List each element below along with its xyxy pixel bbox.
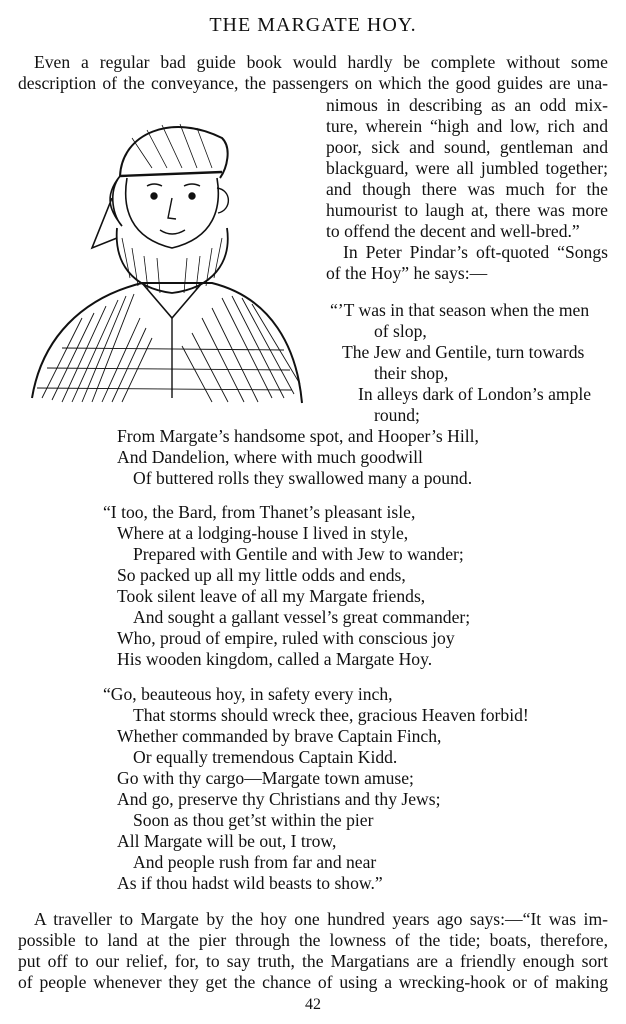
- verse-line: Go with thy cargo—Margate town amuse;: [117, 768, 414, 788]
- verse-line: Soon as thou get’st within the pier: [133, 810, 374, 830]
- body-line: ture, wherein “high and low, rich and: [326, 116, 608, 136]
- body-line: possible to land at the pier through the lowness of the tide; boats, therefore,: [18, 930, 608, 950]
- verse-line: His wooden kingdom, called a Margate Hoy.: [117, 649, 433, 669]
- verse-line: “’T was in that season when the men: [330, 300, 590, 320]
- verse-line: And sought a gallant vessel’s great commander;: [133, 607, 471, 627]
- verse-line: round;: [374, 405, 420, 425]
- verse-line: Where at a lodging-house I lived in style,: [117, 523, 409, 543]
- body-line: to offend the decent and well-bred.”: [326, 221, 580, 241]
- verse-line: And Dandelion, where with much goodwill: [117, 447, 423, 467]
- body-line: In Peter Pindar’s oft-quoted “Songs: [343, 242, 608, 262]
- body-line: Even a regular bad guide book would hardly be complete without some: [34, 52, 608, 72]
- verse-line: Took silent leave of all my Margate friends,: [117, 586, 426, 606]
- verse-line: And go, preserve thy Christians and thy Jews;: [117, 789, 441, 809]
- verse-line: So packed up all my little odds and ends,: [117, 565, 406, 585]
- body-line: of the Hoy” he says:—: [326, 263, 488, 283]
- verse-line: And people rush from far and near: [133, 852, 377, 872]
- verse-line: The Jew and Gentile, turn towards: [342, 342, 585, 362]
- verse-line: Or equally tremendous Captain Kidd.: [133, 747, 398, 767]
- body-line: and though there was much for the: [326, 179, 608, 199]
- verse-line: their shop,: [374, 363, 449, 383]
- body-line: nimous in describing as an odd mix-: [326, 95, 608, 115]
- portrait-illustration: [22, 98, 308, 410]
- body-line: of people whenever they get the chance of using a wrecking-hook or of making: [18, 972, 608, 992]
- verse-line: Of buttered rolls they swallowed many a pound.: [133, 468, 473, 488]
- page-title: THE MARGATE HOY.: [209, 14, 417, 36]
- verse-line: “I too, the Bard, from Thanet’s pleasant isle,: [103, 502, 416, 522]
- body-line: description of the conveyance, the passengers on which the good guides are una-: [18, 73, 608, 93]
- page-number: 42: [305, 996, 321, 1013]
- body-line: blackguard, were all jumbled together;: [326, 158, 608, 178]
- verse-line: That storms should wreck thee, gracious Heaven forbid!: [133, 705, 529, 725]
- verse-line: Who, proud of empire, ruled with conscious joy: [117, 628, 455, 648]
- verse-line: All Margate will be out, I trow,: [117, 831, 337, 851]
- verse-line: of slop,: [374, 321, 427, 341]
- verse-line: From Margate’s handsome spot, and Hooper’s Hill,: [117, 426, 479, 446]
- body-line: A traveller to Margate by the hoy one hundred years ago says:—“It was im-: [34, 909, 608, 929]
- body-line: poor, sick and sound, gentleman and: [326, 137, 608, 157]
- verse-line: Prepared with Gentile and with Jew to wander;: [133, 544, 464, 564]
- verse-line: As if thou hadst wild beasts to show.”: [117, 873, 383, 893]
- body-line: humourist to laugh at, there was more: [326, 200, 608, 220]
- verse-line: “Go, beauteous hoy, in safety every inch,: [103, 684, 393, 704]
- verse-line: In alleys dark of London’s ample: [358, 384, 592, 404]
- verse-line: Whether commanded by brave Captain Finch,: [117, 726, 442, 746]
- body-line: put off to our relief, for, to say truth, the Margatians are a friendly enough sort: [18, 951, 608, 971]
